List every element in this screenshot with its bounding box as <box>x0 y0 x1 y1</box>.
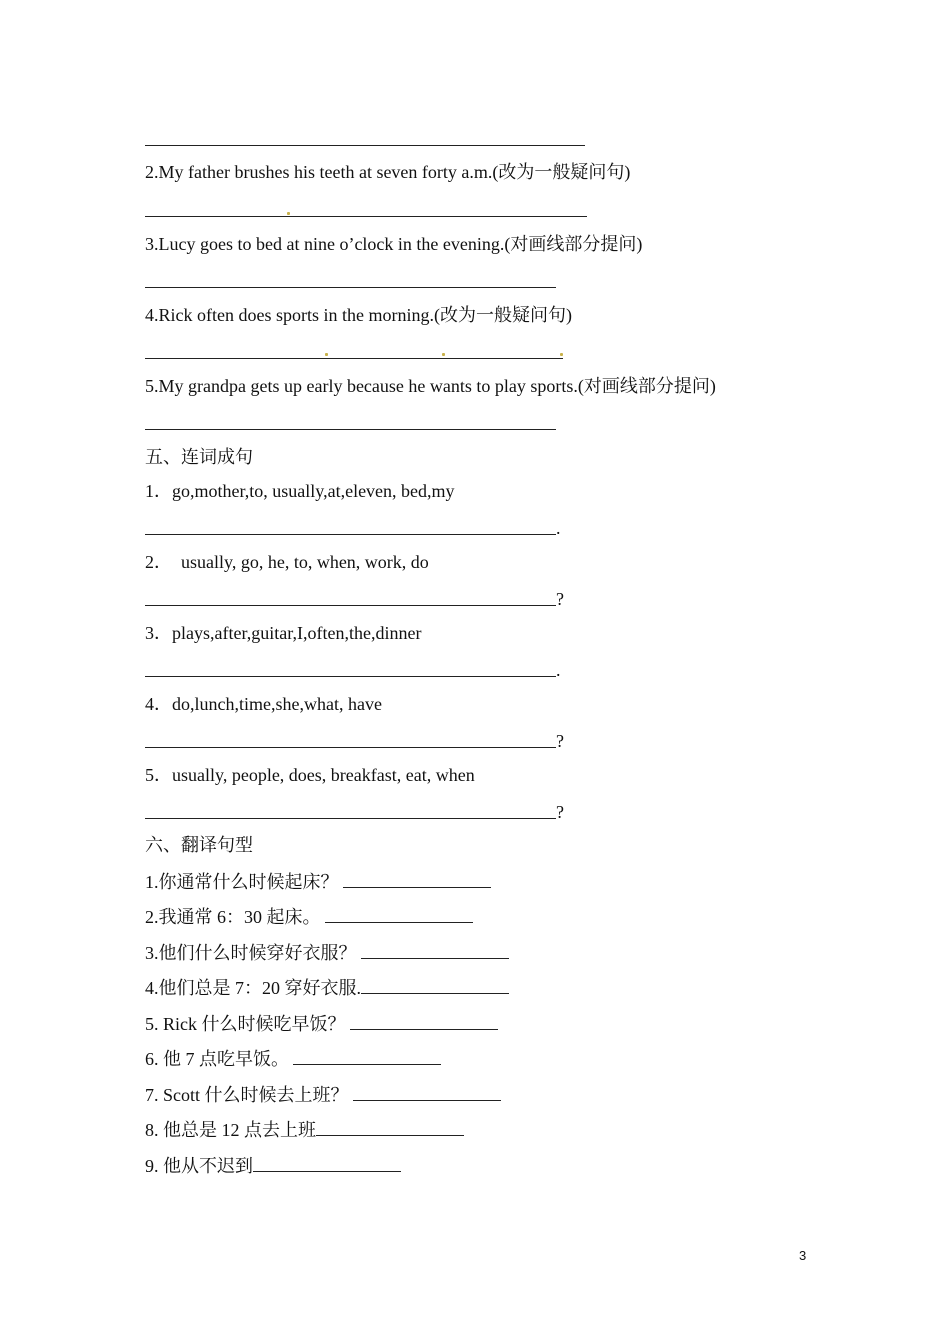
answer-blank[interactable] <box>316 1118 464 1136</box>
question-4-4: 4.Rick often does sports in the morning.(改为一般疑问句) <box>145 305 572 325</box>
translate-item-9: 9. 他从不迟到 <box>145 1154 401 1177</box>
translate-item-6: 6. 他 7 点吃早饭。 <box>145 1047 441 1070</box>
mark-dot <box>442 353 445 356</box>
answer-blank[interactable] <box>253 1154 401 1172</box>
translate-item-8: 8. 他总是 12 点去上班 <box>145 1118 464 1141</box>
end-punctuation: . <box>556 660 561 680</box>
answer-line[interactable] <box>145 216 587 217</box>
end-punctuation: ? <box>556 589 564 609</box>
answer-line[interactable] <box>145 429 556 430</box>
translate-item-1: 1.你通常什么时候起床？ <box>145 870 491 893</box>
answer-blank[interactable] <box>361 941 509 959</box>
section-5-heading: 五、连词成句 <box>145 447 253 467</box>
answer-line[interactable] <box>145 287 556 288</box>
mark-dot <box>287 212 290 215</box>
section-6-heading: 六、翻译句型 <box>145 835 253 855</box>
answer-line[interactable] <box>145 534 556 535</box>
answer-line[interactable] <box>145 605 556 606</box>
mark-dot <box>560 353 563 356</box>
answer-line[interactable] <box>145 358 563 359</box>
page-number: 3 <box>799 1248 807 1263</box>
translate-item-5: 5. Rick 什么时候吃早饭？ <box>145 1012 498 1035</box>
end-punctuation: ? <box>556 802 564 822</box>
answer-blank[interactable] <box>343 870 491 888</box>
reorder-item-3: 3．plays,after,guitar,I,often,the,dinner <box>145 623 422 643</box>
question-4-5: 5.My grandpa gets up early because he wants to play sports.(对画线部分提问) <box>145 376 716 396</box>
end-punctuation: . <box>556 518 561 538</box>
translate-item-4: 4.他们总是 7：20 穿好衣服. <box>145 976 509 999</box>
answer-blank[interactable] <box>350 1012 498 1030</box>
answer-blank[interactable] <box>353 1083 501 1101</box>
reorder-item-5: 5．usually, people, does, breakfast, eat, when <box>145 765 475 785</box>
answer-line[interactable] <box>145 676 556 677</box>
translate-item-7: 7. Scott 什么时候去上班？ <box>145 1083 501 1106</box>
mark-dot <box>325 353 328 356</box>
answer-blank[interactable] <box>361 976 509 994</box>
translate-item-3: 3.他们什么时候穿好衣服？ <box>145 941 509 964</box>
reorder-item-2: 2． usually, go, he, to, when, work, do <box>145 552 429 572</box>
reorder-item-1: 1．go,mother,to, usually,at,eleven, bed,my <box>145 481 455 501</box>
answer-line[interactable] <box>145 747 556 748</box>
answer-blank[interactable] <box>325 905 473 923</box>
answer-blank[interactable] <box>293 1047 441 1065</box>
answer-line[interactable] <box>145 145 585 146</box>
question-4-2: 2.My father brushes his teeth at seven forty a.m.(改为一般疑问句) <box>145 162 631 182</box>
question-4-3: 3.Lucy goes to bed at nine o’clock in the evening.(对画线部分提问) <box>145 234 643 254</box>
translate-item-2: 2.我通常 6：30 起床。 <box>145 905 473 928</box>
reorder-item-4: 4．do,lunch,time,she,what, have <box>145 694 382 714</box>
answer-line[interactable] <box>145 818 556 819</box>
end-punctuation: ? <box>556 731 564 751</box>
